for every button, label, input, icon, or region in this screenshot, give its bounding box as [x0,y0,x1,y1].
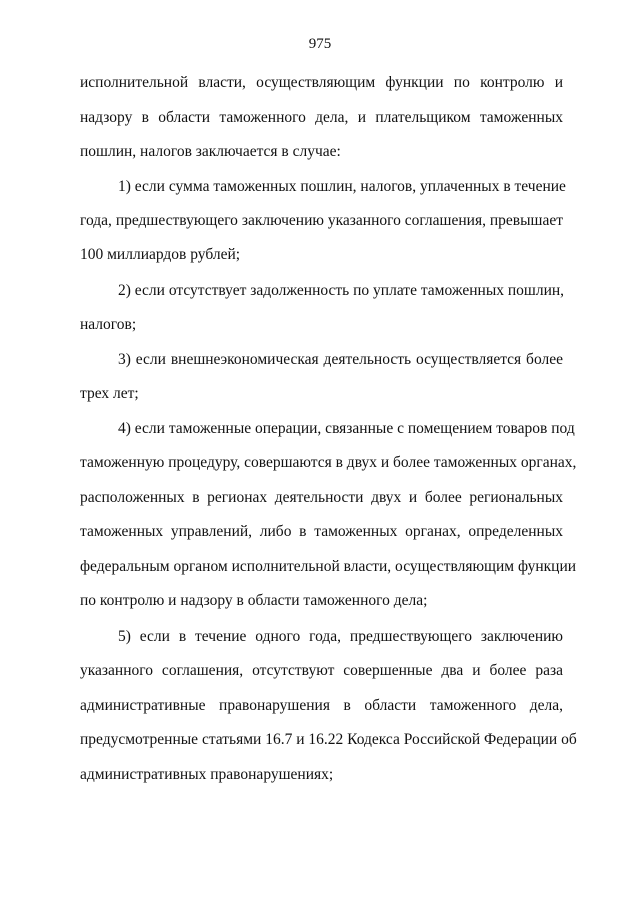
text-line: по контролю и надзору в области таможенного дела; [80,592,428,609]
text-line: таможенную процедуру, совершаются в двух и более таможенных органах, [80,454,577,471]
text-line: предусмотренные статьями 16.7 и 16.22 Кодекса Российской Федерации об [80,731,577,748]
text-line: трех лет; [80,385,139,402]
text-line: указанного соглашения, отсутствуют совершенные два и более раза [80,662,563,679]
text-line: исполнительной власти, осуществляющим функции по контролю и [80,74,563,91]
text-line: надзору в области таможенного дела, и плательщиком таможенных [80,109,563,126]
text-line: административных правонарушениях; [80,766,334,783]
text-line: таможенных управлений, либо в таможенных органах, определенных [80,523,563,540]
text-line: налогов; [80,316,137,333]
list-item-4-line: 4) если таможенные операции, связанные с помещением товаров под [118,420,575,437]
text-line: административные правонарушения в области таможенного дела, [80,697,563,714]
text-line: пошлин, налогов заключается в случае: [80,143,341,160]
text-line: федеральным органом исполнительной власти, осуществляющим функции [80,558,577,575]
list-item-2-line: 2) если отсутствует задолженность по уплате таможенных пошлин, [118,282,565,299]
list-item-1-line: 1) если сумма таможенных пошлин, налогов, уплаченных в течение [118,178,566,195]
page-number: 975 [308,36,332,52]
list-item-3-line: 3) если внешнеэкономическая деятельность осуществляется более [118,351,563,368]
list-item-5-line: 5) если в течение одного года, предшествующего заключению [118,628,563,645]
text-line: расположенных в регионах деятельности двух и более региональных [80,489,563,506]
text-line: 100 миллиардов рублей; [80,246,241,263]
text-line: года, предшествующего заключению указанного соглашения, превышает [80,212,563,229]
